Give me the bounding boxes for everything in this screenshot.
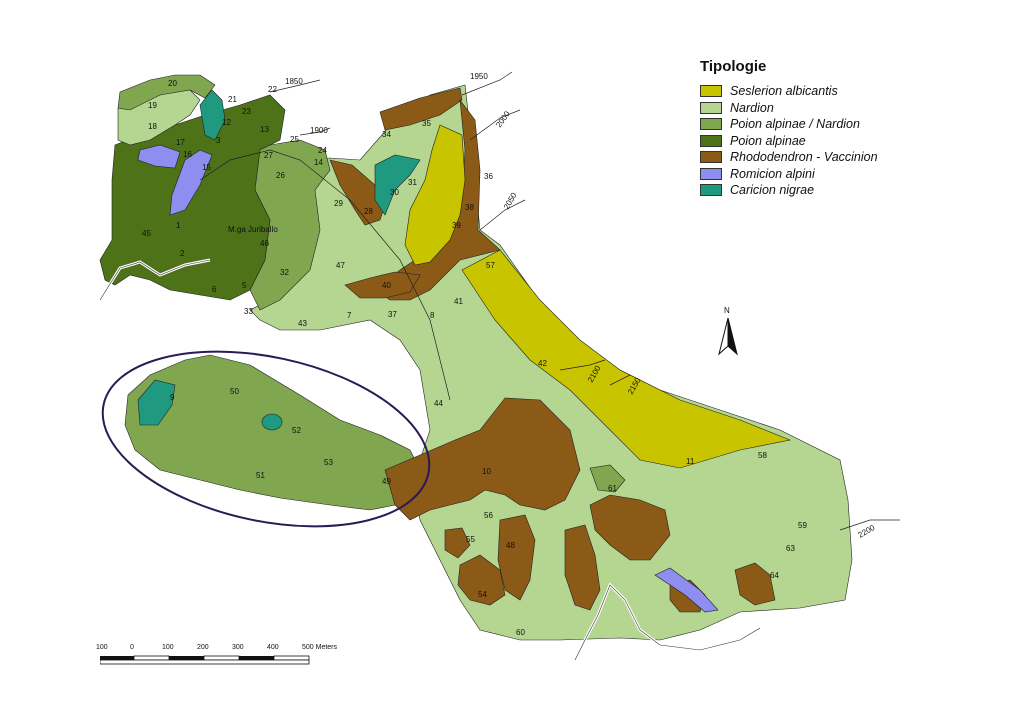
plot-label: 9 [170, 393, 175, 402]
plot-label: 26 [276, 171, 285, 180]
plot-label: 3 [216, 136, 221, 145]
plot-label: 39 [452, 221, 461, 230]
scale-tick: 500 Meters [302, 644, 338, 651]
plot-label: 47 [336, 261, 345, 270]
legend-item [700, 100, 920, 117]
north-arrow-icon [714, 306, 744, 358]
plot-label: 35 [422, 119, 431, 128]
legend-label: Nardion [730, 100, 774, 115]
legend-swatch [700, 102, 722, 114]
scale-tick: 0 [130, 644, 134, 651]
plot-label: 59 [798, 521, 807, 530]
plot-label: 55 [466, 535, 475, 544]
plot-label: 13 [260, 125, 269, 134]
plot-label: 40 [382, 281, 391, 290]
contour-label-1850: 1850 [285, 77, 303, 86]
contour-label-2050: 2050 [501, 191, 519, 211]
plot-label: 53 [324, 458, 333, 467]
plot-label: 57 [486, 261, 495, 270]
plot-label: 46 [260, 239, 269, 248]
plot-label: 20 [168, 79, 177, 88]
plot-label: 15 [202, 163, 211, 172]
place-label: M.ga Juriballo [228, 225, 278, 234]
plot-label: 8 [430, 311, 435, 320]
legend-label: Caricion nigrae [730, 183, 815, 198]
plot-label: 18 [148, 122, 157, 131]
plot-label: 16 [183, 150, 192, 159]
plot-label: 1 [176, 221, 181, 230]
legend-swatch [700, 135, 722, 147]
plot-label: 34 [382, 130, 391, 139]
plot-label: 22 [268, 85, 277, 94]
plot-label: 14 [314, 158, 323, 167]
legend-title: Tipologie [700, 58, 767, 75]
legend-swatch [700, 184, 722, 196]
plot-label: 50 [230, 387, 239, 396]
legend-swatch [700, 118, 722, 130]
plot-label: 17 [176, 138, 185, 147]
plot-label: 49 [382, 477, 391, 486]
legend-swatch [700, 85, 722, 97]
contour-label-2200: 2200 [856, 523, 877, 540]
plot-label: 63 [786, 544, 795, 553]
plot-label: 42 [538, 359, 547, 368]
plot-label: 36 [484, 172, 493, 181]
legend-swatch [700, 151, 722, 163]
plot-label: 21 [228, 95, 237, 104]
scale-tick: 400 [267, 644, 279, 651]
contour-label-2000: 2000 [494, 109, 512, 130]
scale-tick: 100 [162, 644, 174, 651]
plot-label: 48 [506, 541, 515, 550]
plot-label: 29 [334, 199, 343, 208]
plot-label: 56 [484, 511, 493, 520]
legend-label: Poion alpinae [730, 133, 806, 148]
plot-label: 12 [222, 118, 231, 127]
plot-label: 6 [212, 285, 217, 294]
plot-label: 61 [608, 484, 617, 493]
plot-label: 44 [434, 399, 443, 408]
plot-label: 41 [454, 297, 463, 306]
plot-label: 2 [180, 249, 185, 258]
plot-label: 64 [770, 571, 779, 580]
plot-label: 33 [244, 307, 253, 316]
legend-label: Romicion alpini [730, 166, 815, 181]
legend-item [700, 116, 920, 133]
legend-item [700, 83, 920, 100]
legend-label: Rhododendron - Vaccinion [730, 150, 878, 165]
plot-label: 25 [290, 135, 299, 144]
poion-nardion-zone-west [125, 355, 420, 510]
plot-label: 37 [388, 310, 397, 319]
plot-label: 60 [516, 628, 525, 637]
legend-item [700, 166, 920, 183]
legend-label: Seslerion albicantis [730, 84, 838, 99]
plot-label: 31 [408, 178, 417, 187]
caricion-zone-west-small [262, 414, 282, 430]
plot-label: 58 [758, 451, 767, 460]
scale-tick: 100 [96, 644, 108, 651]
contour-label-2150: 2150 [625, 376, 643, 396]
legend-item [700, 149, 920, 166]
legend [700, 58, 920, 199]
plot-label: 54 [478, 590, 487, 599]
contour-label-1900: 1900 [310, 126, 328, 135]
north-label: N [724, 306, 730, 315]
plot-label: 23 [242, 107, 251, 116]
plot-label: 32 [280, 268, 289, 277]
scale-bar [96, 644, 356, 674]
legend-label: Poion alpinae / Nardion [730, 117, 860, 132]
scale-bar-graphic [100, 654, 360, 670]
plot-label: 24 [318, 146, 327, 155]
legend-item [700, 182, 920, 199]
plot-label: 7 [347, 311, 352, 320]
plot-label: 27 [264, 151, 273, 160]
scale-tick: 200 [197, 644, 209, 651]
plot-label: 5 [242, 281, 247, 290]
plot-label: 38 [465, 203, 474, 212]
legend-swatch [700, 168, 722, 180]
plot-label: 19 [148, 101, 157, 110]
north-arrow [714, 306, 744, 358]
contour-label-1950: 1950 [470, 72, 488, 81]
plot-label: 45 [142, 229, 151, 238]
plot-label: 30 [390, 188, 399, 197]
plot-label: 11 [686, 457, 695, 466]
plot-label: 52 [292, 426, 301, 435]
scale-tick: 300 [232, 644, 244, 651]
legend-item [700, 133, 920, 150]
plot-label: 43 [298, 319, 307, 328]
contour-label-2100: 2100 [585, 364, 603, 384]
plot-label: 51 [256, 471, 265, 480]
plot-label: 28 [364, 207, 373, 216]
plot-label: 10 [482, 467, 491, 476]
